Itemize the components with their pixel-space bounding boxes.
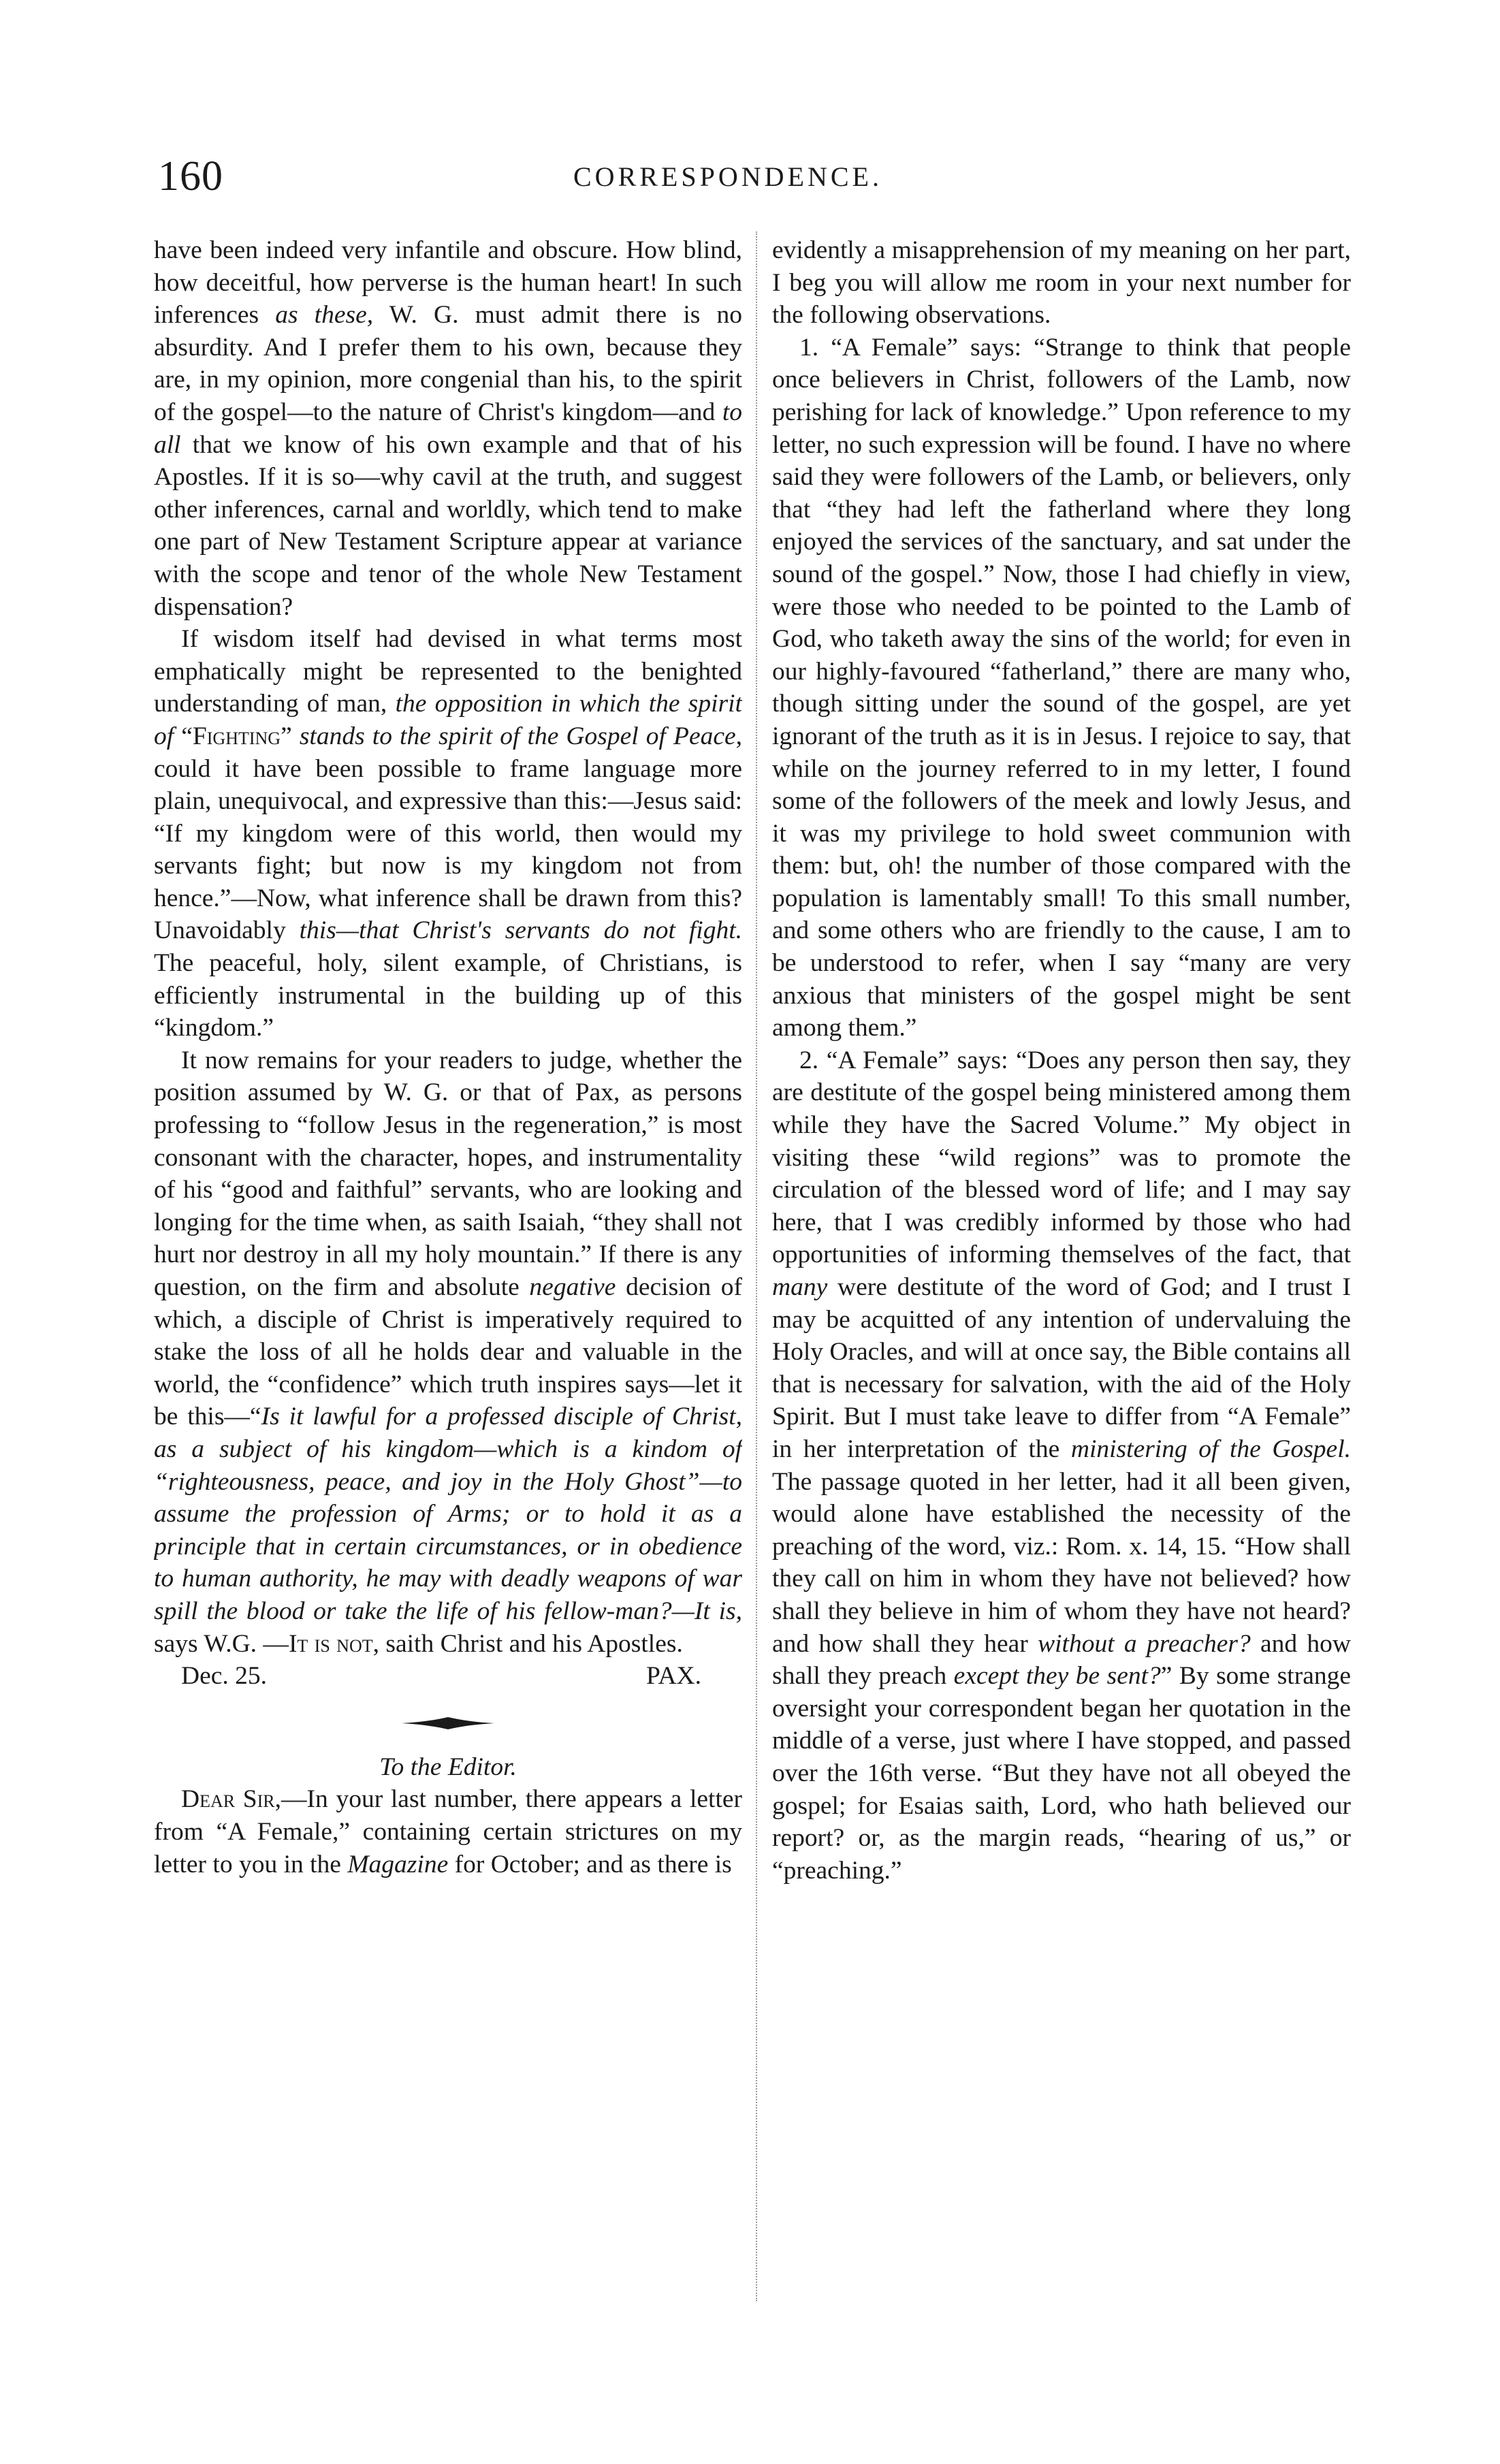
- right-paragraph-1: evidently a misapprehension of my meaning on her part, I beg you will allow me room in your next number for the following observations.: [772, 236, 1351, 330]
- italic-run: ministering of the Gospel.: [1070, 1435, 1351, 1463]
- left-paragraph-4: [154, 1783, 742, 1881]
- editor-heading: To the Editor.: [379, 1753, 517, 1781]
- signature-name: PAX.: [646, 1662, 701, 1691]
- small-caps-run: It is not,: [288, 1629, 379, 1658]
- italic-run: except they be sent?: [953, 1662, 1161, 1691]
- page-number: 160: [158, 153, 223, 199]
- text-run: —In your last number, there appears a letter from “A Female,” containing certain strictures on my letter to you in the: [154, 1785, 742, 1878]
- italic-run: as these,: [275, 301, 374, 330]
- text-run: W. G. must admit there is no absurdity. And I prefer them to his own, because they are, in my opinion, more congenial than his, to the spirit of the gospel—to the nature of Christ's kingdom—and: [154, 301, 742, 426]
- text-run: The passage quoted in her letter, had it all been given, would alone have established the necessity of the preaching of the word, viz.: Rom. x. 14, 15. “How shall they call on him in whom they have not believed? how shall they believe in him of whom they have not heard? and how shall they hear: [772, 1467, 1351, 1658]
- running-head: CORRESPONDENCE.: [573, 161, 882, 192]
- small-caps-run: “Fighting”: [174, 722, 300, 750]
- ornamental-rule-icon: [400, 1716, 496, 1731]
- italic-run: without a preacher?: [1038, 1629, 1251, 1658]
- italic-run: this—that Christ's servants do not fight.: [299, 916, 742, 945]
- text-run: could it have been possible to frame language more plain, unequivocal, and expressive than this:—Jesus said: “If my kingdom were of this world, then would my servants fight; but now is my kingdom not from hence.”—Now, what inference shall be drawn from this? Unavoidably: [154, 754, 742, 945]
- italic-run: negative: [529, 1273, 616, 1301]
- italic-run: stands to the spirit of the Gospel of Peace,: [299, 722, 742, 750]
- italic-run: Magazine: [347, 1850, 449, 1878]
- left-paragraph-1: [154, 234, 742, 623]
- text-run: If wisdom itself had devised in what terms most emphatically might be represented to the benighted understanding of man,: [154, 625, 742, 718]
- right-column: [772, 234, 1351, 2284]
- text-run: saith Christ and his Apostles.: [379, 1629, 683, 1658]
- italic-run: Is it lawful for a professed disciple of Christ, as a subject of his kingdom—which is a kindom of “righteousness, peace, and joy in the Holy Ghost”—to assume the profession of Arms; or to hold it as a principle that in certain circumstances, or in obedience to human authority, he may with deadly weapons of war spill the blood or take the life of his fellow-man?—It is,: [154, 1403, 742, 1625]
- text-run: decision of which, a disciple of Christ is imperatively required to stake the loss of all he holds dear and valuable in the world, the “confidence” which truth inspires says—let it be this—“: [154, 1273, 742, 1431]
- signature-date: Dec. 25.: [181, 1662, 267, 1691]
- signature-line: [154, 1660, 742, 1693]
- text-run: 1. “A Female” says: “Strange to think that people once believers in Christ, followers of the Lamb, now perishing for lack of knowledge.” Upon reference to my letter, no such expression will be found. I have no where said they were followers of the Lamb, or believers, only that “they had left the fatherland where they long enjoyed the services of the sanctuary, and sat under the sound of the gospel.” Now, those I had chiefly in view, were those who needed to be pointed to the Lamb of God, who taketh away the sins of the world; for even in our highly-favoured “fatherland,” there are many who, though sitting under the sound of the gospel, are yet ignorant of the truth as it is in Jesus. I rejoice to say, that while on the journey referred to in my letter, I found some of the followers of the meek and lowly Jesus, and it was my privilege to hold sweet communion with them: but, oh! the number of those compared with the population is lamentably small! To this small number, and some others who are friendly to the cause, I am to be understood to refer, when I say “many are very anxious that ministers of the gospel might be sent among them.”: [772, 333, 1351, 1042]
- text-run: and how shall they preach: [772, 1629, 1351, 1691]
- text-run: says W.G. —: [154, 1629, 289, 1658]
- text-run: that we know of his own example and that of his Apostles. If it is so—why cavil at the truth, and suggest other inferences, carnal and worldly, which tend to make one part of New Testament Scripture appear at variance with the scope and tenor of the whole New Testament dispensation?: [154, 430, 742, 621]
- left-column: [154, 234, 742, 2284]
- left-paragraph-3: [154, 1044, 742, 1660]
- left-paragraph-2: [154, 623, 742, 1044]
- right-paragraph-3: [772, 1044, 1351, 1887]
- text-run: It now remains for your readers to judge, whether the position assumed by W. G. or that of Pax, as persons professing to “follow Jesus in the regeneration,” is most consonant with the character, hopes, and instrumentality of his “good and faithful” servants, who are looking and longing for the time when, as saith Isaiah, “they shall not hurt nor destroy in all my holy mountain.” If there is any question, on the firm and absolute: [154, 1046, 742, 1301]
- text-run: for October; and as there is: [448, 1850, 732, 1878]
- right-paragraph-2: [772, 332, 1351, 1044]
- text-run: The peaceful, holy, silent example, of Christians, is efficiently instrumental in the building up of this “kingdom.”: [154, 949, 742, 1042]
- text-run: 2. “A Female” says: “Does any person then say, they are destitute of the gospel being ministered among them while they have the Sacred Volume.” My object in visiting these “wild regions” was to promote the circulation of the blessed word of life; and I may say here, that I was credibly informed by those who had opportunities of informing themselves of the fact, that: [772, 1046, 1351, 1269]
- text-run: ” By some strange oversight your correspondent began her quotation in the middle of a verse, just where I have stopped, and passed over the 16th verse. “But they have not all obeyed the gospel; for Esaias saith, Lord, who hath believed our report? or, as the margin reads, “hearing of us,” or “preaching.”: [772, 1662, 1351, 1885]
- text-run: have been indeed very infantile and obscure. How blind, how deceitful, how perverse is the human heart! In such inferences: [154, 236, 742, 330]
- italic-run: the opposition in which the spirit of: [154, 690, 742, 750]
- italic-run: to all: [154, 398, 742, 459]
- italic-run: many: [772, 1273, 828, 1301]
- text-run: were destitute of the word of God; and I trust I may be acquitted of any intention of undervaluing the Holy Oracles, and will at once say, the Bible contains all that is necessary for salvation, with the aid of the Holy Spirit. But I must take leave to differ from “A Female” in her interpretation of the: [772, 1273, 1351, 1463]
- small-caps-run: Dear Sir,: [181, 1785, 282, 1814]
- column-divider: [756, 231, 757, 2301]
